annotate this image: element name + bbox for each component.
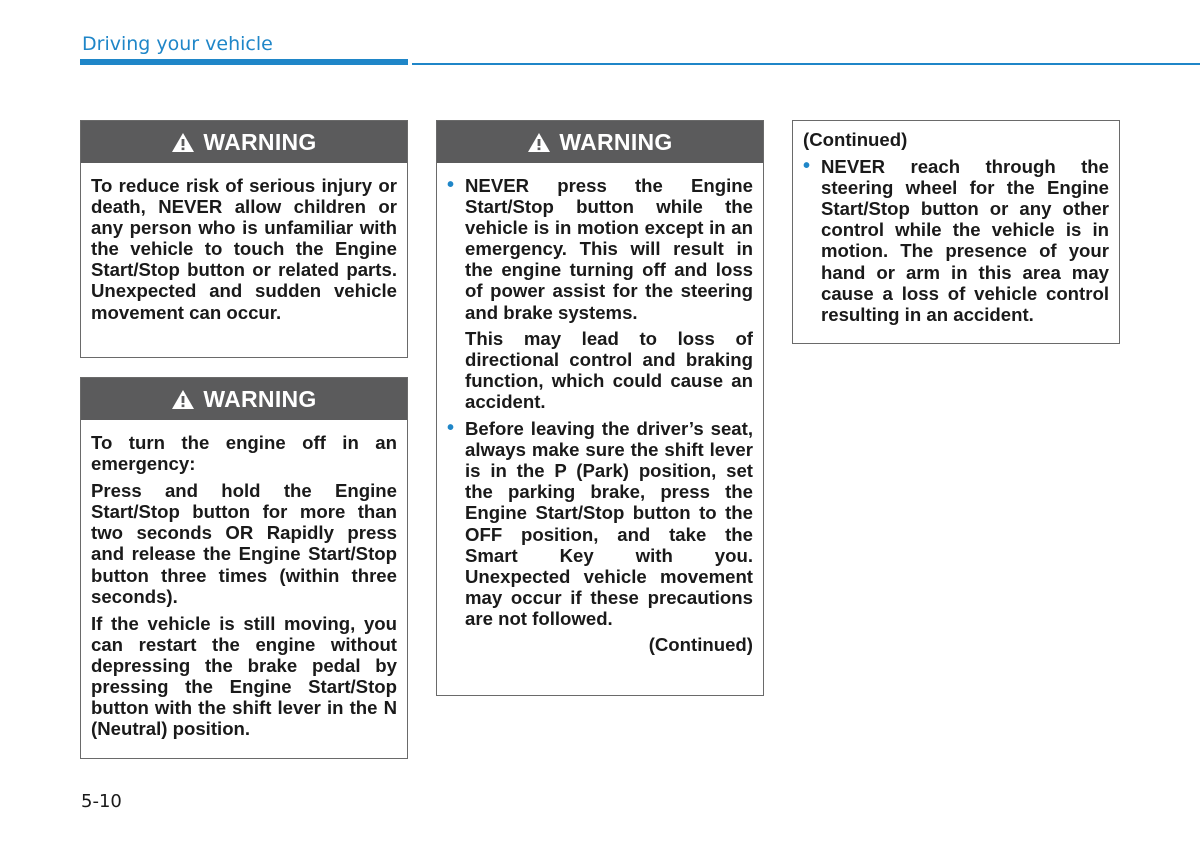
bullet-text: NEVER reach through the steering wheel for the Engine Start/Stop button or any other control while the vehicle is in motion. The presence of your hand or arm in this area may cause a loss of vehicle control resulting in an accident.	[821, 156, 1109, 325]
warning-heading-label: WARNING	[559, 128, 673, 155]
warning-text-intro: To turn the engine off in an emergency:	[91, 432, 397, 475]
warning-heading-label: WARNING	[203, 128, 317, 155]
warning-text-press-hold: Press and hold the Engine Start/Stop button for more than two seconds OR Rapidly press and release the Engine Start/Stop button three times (within three seconds).	[91, 480, 397, 607]
list-item	[803, 156, 1109, 325]
warning-box-children	[80, 120, 408, 358]
bullet-dot-icon: •	[803, 155, 811, 178]
header-rule-thick	[80, 59, 408, 65]
bullet-dot-icon: •	[447, 417, 455, 440]
warning-triangle-icon	[171, 132, 195, 153]
page-number: 5-10	[81, 791, 122, 812]
warning-triangle-icon	[527, 132, 551, 153]
warning-box-emergency-off	[80, 377, 408, 759]
warning-text: To reduce risk of serious injury or death, NEVER allow children or any person who is unfamiliar with the vehicle to touch the Engine Start/Stop button or related parts. Unexpected and sudden vehicle movement can occur.	[91, 175, 397, 323]
continued-label: (Continued)	[648, 633, 753, 655]
list-item	[447, 418, 753, 629]
warning-box-never-press	[436, 120, 764, 696]
bullet-text: Before leaving the driver’s seat, always make sure the shift lever is in the P (Park) position, set the parking brake, press the Engine Start/Stop button to the OFF position, and take the Smart Key with you. Unexpected vehicle movement may occur if these precautions are not followed.	[465, 418, 753, 629]
warning-heading	[437, 121, 763, 163]
warning-triangle-icon	[171, 389, 195, 410]
list-item	[447, 175, 753, 323]
warning-text-restart: If the vehicle is still moving, you can restart the engine without depressing the brake pedal by pressing the Engine Start/Stop button with the shift lever in the N (Neutral) position.	[91, 612, 397, 740]
bullet-dot-icon: •	[447, 174, 455, 196]
continued-label: (Continued)	[803, 129, 908, 150]
bullet-text: NEVER press the Engine Start/Stop button while the vehicle is in motion except in an emergency. This will result in the engine turning off and loss of power assist for the steering and brake systems.	[465, 175, 753, 323]
section-title: Driving your vehicle	[82, 33, 273, 55]
warning-heading	[81, 378, 407, 420]
warning-box-continued	[792, 120, 1120, 344]
warning-heading	[81, 121, 407, 163]
warning-heading-label: WARNING	[203, 385, 317, 412]
bullet-continuation: This may lead to loss of directional control and braking function, which could cause an accident.	[465, 327, 753, 412]
header-rule-thin	[412, 63, 1200, 65]
